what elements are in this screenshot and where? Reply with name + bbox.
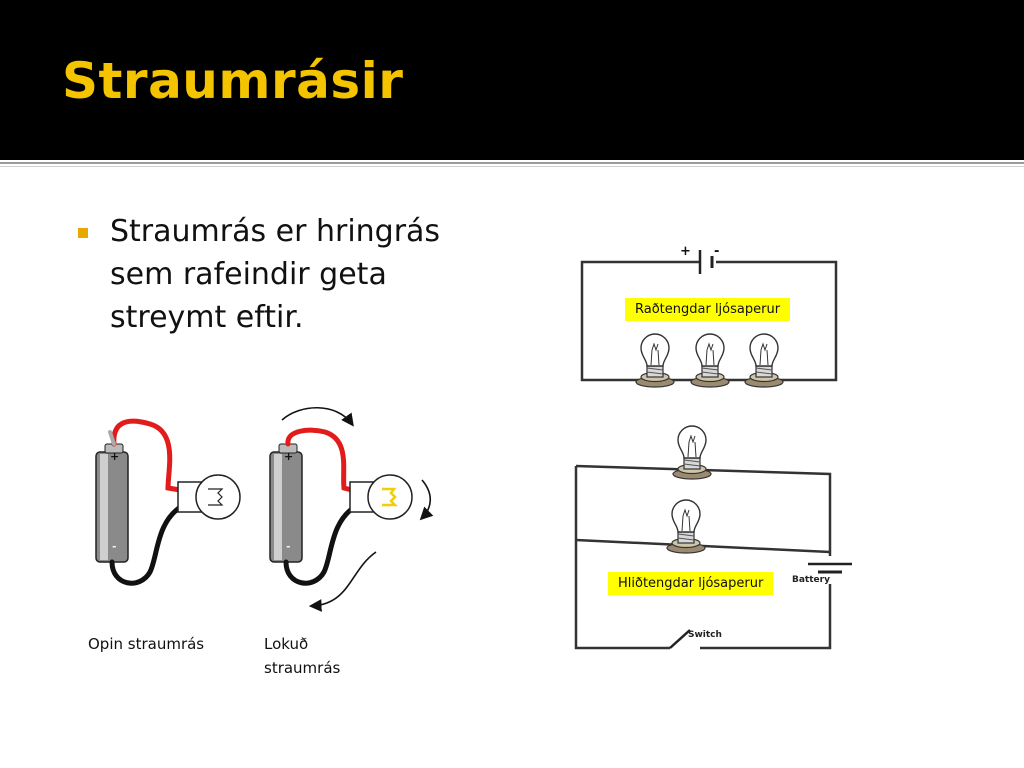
closed-circuit-diagram xyxy=(270,408,430,606)
current-arrow-top xyxy=(282,408,352,424)
open-circuit-caption: Opin straumrás xyxy=(88,635,205,653)
closed-battery-minus: - xyxy=(286,540,291,553)
series-bulb-1 xyxy=(636,334,674,387)
series-bulb-3 xyxy=(745,334,783,387)
parallel-bulb-1 xyxy=(673,426,711,479)
series-bulbs-label: Raðtengdar ljósaperur xyxy=(625,298,790,321)
parallel-bulb-2 xyxy=(667,500,705,553)
open-battery-minus: - xyxy=(112,540,117,553)
switch-lever xyxy=(670,630,690,648)
open-battery-plus: + xyxy=(110,450,120,463)
series-bulb-2 xyxy=(691,334,729,387)
parallel-circuit-diagram xyxy=(576,426,852,648)
parallel-bulbs-label: Hliðtengdar ljósaperur xyxy=(608,572,773,595)
closed-circuit-caption-line1: Lokuð xyxy=(264,635,309,653)
open-circuit-diagram xyxy=(96,421,240,583)
battery-label: Battery xyxy=(792,575,830,585)
closed-battery-plus: + xyxy=(284,450,294,463)
slide-title: Straumrásir xyxy=(62,52,404,110)
minus-terminal-sign: - xyxy=(714,244,720,259)
closed-circuit-caption-line2: straumrás xyxy=(264,659,341,677)
parallel-wire-left xyxy=(576,466,670,648)
plus-terminal-sign: + xyxy=(680,244,691,259)
current-arrow-right xyxy=(422,480,430,518)
switch-label: Switch xyxy=(688,630,722,640)
bullet-text: Straumrás er hringrás sem rafeindir geta streymt eftir. xyxy=(110,214,441,335)
